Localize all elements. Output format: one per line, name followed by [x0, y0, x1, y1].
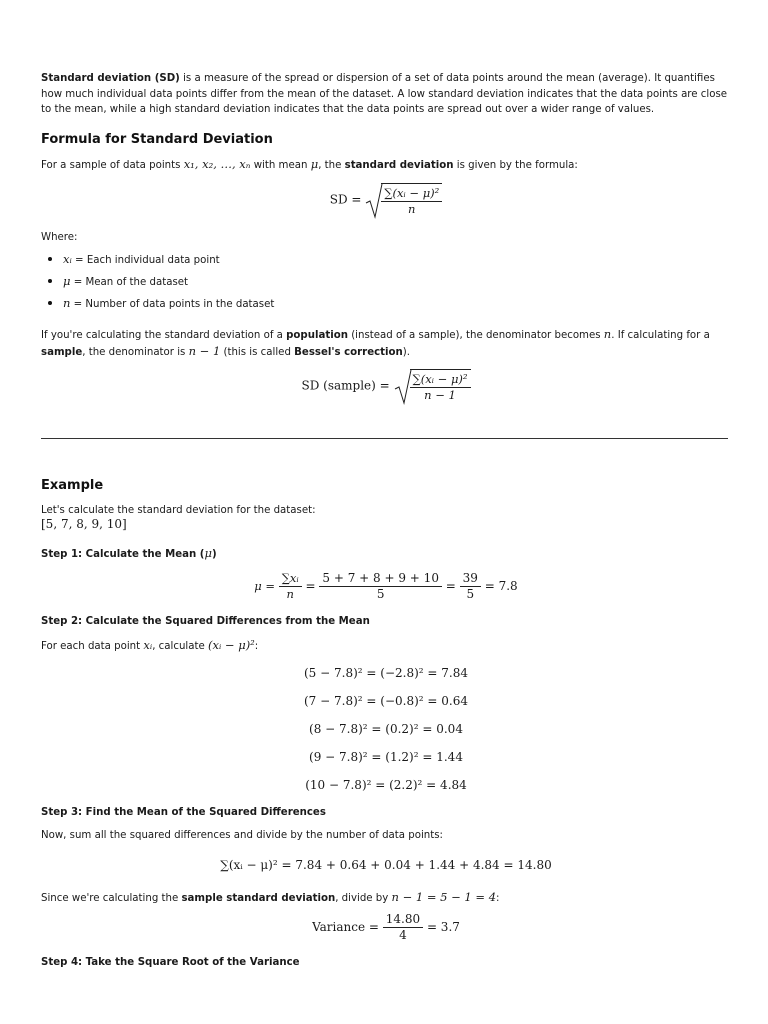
- since-expr: n − 1 = 5 − 1 = 4: [391, 890, 497, 904]
- bullet-symbol: xᵢ: [63, 252, 72, 266]
- sd-sample-denominator: n − 1: [424, 388, 456, 402]
- formula-heading: Formula for Standard Deviation: [41, 132, 273, 147]
- step1-text: Step 1: Calculate the Mean (: [41, 549, 205, 560]
- mean-lhs: μ =: [254, 579, 279, 593]
- step1-end: ): [211, 549, 217, 560]
- pop-bold: population: [286, 330, 348, 341]
- since-1: Since we're calculating the: [41, 893, 182, 904]
- since-2: , divide by: [335, 893, 392, 904]
- list-item: [41, 296, 731, 318]
- intro-term: Standard deviation (SD): [41, 73, 180, 84]
- bullet-text: = Each individual data point: [71, 255, 220, 266]
- since-text: [41, 890, 731, 907]
- sample-vars: x₁, x₂, …, xₙ: [183, 157, 251, 171]
- step4-heading: Step 4: Take the Square Root of the Variance: [41, 957, 300, 968]
- sd-sample-fraction: [410, 372, 471, 403]
- mean-fraction-3: [460, 571, 481, 602]
- sample-intro: [41, 157, 731, 174]
- sample-intro-pre: For a sample of data points: [41, 160, 184, 171]
- step2-heading: Step 2: Calculate the Squared Differences from the Mean: [41, 616, 370, 627]
- diff-line: (8 − 7.8)² = (0.2)² = 0.04: [309, 722, 463, 736]
- sqrt-sign: [394, 369, 471, 403]
- mean-f2-den: 5: [376, 587, 385, 601]
- example-heading: Example: [41, 478, 104, 493]
- list-item: [41, 274, 731, 296]
- diff-line: (5 − 7.8)² = (−2.8)² = 7.84: [304, 666, 468, 680]
- sample-intro-mid2: , the: [318, 160, 345, 171]
- definitions-list: [41, 252, 731, 318]
- pop-bold-2: sample: [41, 346, 83, 358]
- bullet-symbol: μ: [63, 274, 71, 288]
- population-note: [41, 327, 731, 360]
- pop-text-5: (this is called: [220, 346, 295, 358]
- sd-numerator: ∑(xᵢ − μ)²: [381, 186, 442, 202]
- intro-paragraph: [41, 71, 731, 118]
- sd-sample-numerator: ∑(xᵢ − μ)²: [410, 372, 471, 388]
- where-label: Where:: [41, 232, 78, 243]
- pop-text-2: (instead of a sample), the denominator becomes: [347, 330, 604, 341]
- variance-equation: [41, 912, 731, 943]
- since-3: :: [496, 893, 500, 904]
- pop-n: n: [603, 327, 612, 341]
- sd-formula: [41, 183, 731, 217]
- bullet-text: = Mean of the dataset: [70, 277, 189, 288]
- mean-f3-num: 39: [460, 571, 481, 587]
- pop-text-4: , the denominator is: [82, 346, 189, 358]
- step1-heading: [41, 546, 217, 560]
- bullet-symbol: n: [63, 296, 71, 310]
- sd-denominator: n: [408, 202, 416, 216]
- example-dataset: [5, 7, 8, 9, 10]: [41, 517, 127, 531]
- sample-intro-post: is given by the formula:: [453, 160, 578, 171]
- pop-bold-3: Bessel's correction: [294, 346, 403, 358]
- variance-fraction: [383, 912, 423, 943]
- diff-line: (7 − 7.8)² = (−0.8)² = 0.64: [304, 694, 468, 708]
- sum-equation: ∑(xᵢ − μ)² = 7.84 + 0.64 + 0.04 + 1.44 + 4.84 = 14.80: [220, 858, 552, 872]
- pop-text-1: If you're calculating the standard deviation of a: [41, 330, 287, 341]
- example-intro: Let's calculate the standard deviation for the dataset:: [41, 505, 316, 516]
- step1-mu: μ: [204, 546, 212, 560]
- step2-expr: (xᵢ − μ)²: [207, 638, 255, 652]
- bullet-text: = Number of data points in the dataset: [70, 299, 275, 310]
- variance-label: Variance =: [312, 920, 383, 934]
- pop-text-3: . If calculating for a: [611, 330, 710, 341]
- variance-numerator: 14.80: [383, 912, 423, 928]
- intro-text: is a measure of the spread or dispersion of a set of data points around the mean (average). It quantifies how much individual data points differ from the mean of the dataset. A low standard deviation indicates that the data points are close to the mean, while a high standard deviation indicates that the data points are spread out over a wider range of values.: [41, 73, 728, 115]
- mu-symbol: μ: [310, 157, 319, 171]
- pop-text-6: ).: [402, 346, 410, 358]
- variance-denominator: 4: [399, 928, 407, 942]
- step2-text: [41, 638, 731, 655]
- since-bold: sample standard deviation: [181, 893, 336, 904]
- list-item: [41, 252, 731, 274]
- step2-mid: , calculate: [152, 641, 208, 652]
- step2-post: :: [254, 641, 259, 652]
- diff-line: (9 − 7.8)² = (1.2)² = 1.44: [309, 750, 463, 764]
- step2-pre: For each data point: [41, 641, 144, 652]
- step3-heading: Step 3: Find the Mean of the Squared Differences: [41, 807, 326, 818]
- mean-f1-den: n: [286, 587, 294, 601]
- sd-sample-label: SD (sample) =: [301, 378, 394, 393]
- diff-line: (10 − 7.8)² = (2.2)² = 4.84: [305, 778, 467, 792]
- mean-f1-num: ∑xᵢ: [279, 571, 302, 587]
- mean-fraction-1: [279, 571, 302, 602]
- mean-equation: μ = $\frac{\text{∑xᵢ}}{n}$ = $\frac{5 + 7 + 8 + 9 + 10}{5}$ = $\frac{39}{5}$ = 7.8: [254, 571, 518, 601]
- step3-text: Now, sum all the squared differences and divide by the number of data points:: [41, 830, 443, 841]
- pop-n-minus-1: n − 1: [188, 343, 221, 358]
- sample-intro-bold: standard deviation: [344, 160, 454, 171]
- sample-intro-mid: with mean: [250, 160, 311, 171]
- sd-fraction: [381, 186, 442, 217]
- sd-sample-formula: [41, 369, 731, 403]
- mean-fraction-2: [319, 571, 442, 602]
- mean-f2-num: 5 + 7 + 8 + 9 + 10: [319, 571, 442, 587]
- mean-result: = 7.8: [480, 579, 518, 593]
- sd-label: SD =: [329, 192, 366, 207]
- sqrt-sign: [365, 183, 442, 217]
- variance-result: = 3.7: [423, 920, 460, 934]
- step2-xi: xᵢ: [143, 638, 153, 652]
- mean-f3-den: 5: [466, 587, 475, 601]
- horizontal-divider: [41, 438, 728, 439]
